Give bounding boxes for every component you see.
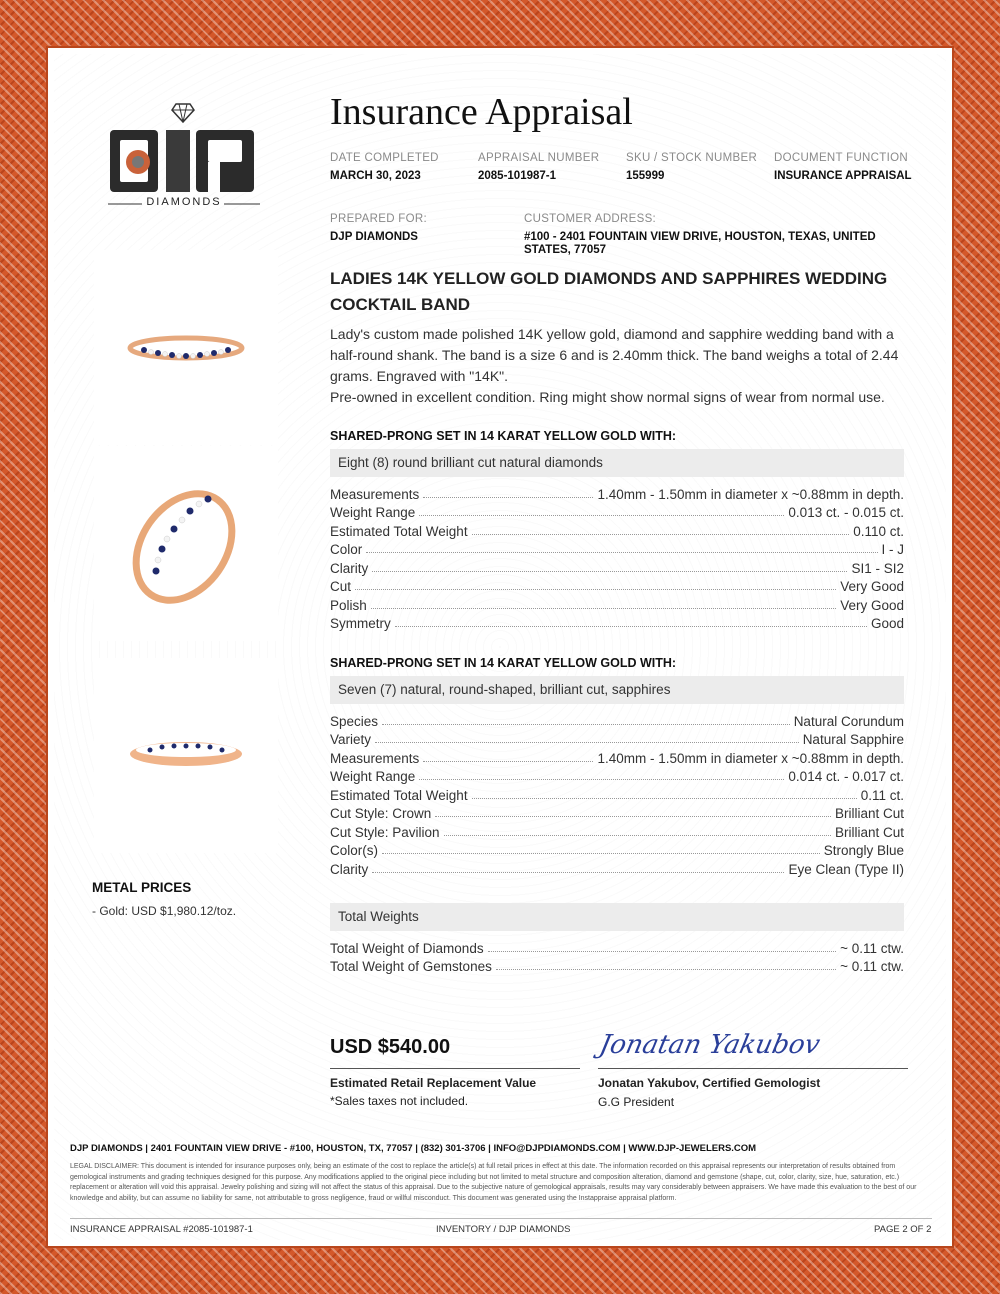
footer-contact: DJP DIAMONDS | 2401 FOUNTAIN VIEW DRIVE - #100, HOUSTON, TX, 77057 | (832) 301-3706 | INFO@DJPDIAMONDS.COM | WWW.DJP-JEWELERS.COM: [70, 1143, 757, 1154]
total-weights: [330, 937, 904, 974]
ring-angled-image: [126, 479, 246, 609]
spec-row: [330, 539, 904, 558]
spec-value: Natural Sapphire: [802, 732, 904, 747]
spec-label: Clarity: [330, 861, 369, 877]
description-text: Lady's custom made polished 14K yellow gold, diamond and sapphire wedding band with a half-round shank. The band is a size 6 and is 2.40mm thick. The band weighs a total of 2.44 grams. Engraved with "14K".: [330, 326, 899, 384]
spec-row: [330, 576, 904, 595]
spec-label: Variety: [330, 732, 372, 747]
spec-label: Species: [330, 713, 379, 729]
dot-leader: [382, 853, 820, 854]
spec-label: Total Weight of Diamonds: [330, 940, 484, 956]
spec-value: Very Good: [840, 597, 904, 613]
spec-row: [330, 747, 904, 766]
appraisal-page: [54, 54, 946, 1240]
gemologist-title: G.G President: [598, 1095, 675, 1109]
footer-appraisal-id: INSURANCE APPRAISAL #2085-101987-1: [70, 1224, 253, 1235]
spec-value: Eye Clean (Type II): [788, 861, 904, 877]
spec-row: [330, 803, 904, 822]
gemologist-name: Jonatan Yakubov, Certified Gemologist: [598, 1076, 821, 1090]
replacement-value-label: Estimated Retail Replacement Value: [330, 1076, 537, 1090]
item-title: LADIES 14K YELLOW GOLD DIAMONDS AND SAPPHIRES WEDDING COCKTAIL BAND: [330, 269, 888, 314]
spec-value: 0.110 ct.: [853, 523, 904, 539]
prepared-for: [330, 213, 427, 243]
dot-leader: [375, 742, 799, 743]
meta-value: INSURANCE APPRAISAL: [774, 170, 912, 182]
spec-value: 0.11 ct.: [860, 787, 904, 803]
prepared-for-label: PREPARED FOR:: [330, 213, 427, 225]
spec-value: Very Good: [840, 579, 904, 594]
spec-label: Measurements: [330, 750, 420, 766]
dot-leader: [371, 608, 836, 609]
spec-row: [330, 520, 904, 539]
meta-value: MARCH 30, 2023: [330, 170, 421, 182]
dot-leader: [395, 626, 867, 627]
spec-value: SI1 - SI2: [851, 560, 904, 576]
footer-page-number: PAGE 2 OF 2: [874, 1224, 932, 1235]
meta-label: DOCUMENT FUNCTION: [774, 152, 908, 164]
spec-label: Cut Style: Pavilion: [330, 824, 440, 840]
spec-row: [330, 937, 904, 956]
ring-photo-middle: [94, 446, 278, 641]
dot-leader: [444, 835, 831, 836]
spec-label: Estimated Total Weight: [330, 523, 468, 539]
meta-sku: [626, 152, 757, 182]
replacement-value: USD $540.00: [330, 1036, 451, 1058]
spec-value: Strongly Blue: [823, 843, 904, 858]
dot-leader: [435, 816, 831, 817]
item-description: [330, 324, 908, 408]
spec-label: Cut: [330, 579, 352, 594]
dot-leader: [355, 589, 836, 590]
meta-value: 155999: [626, 170, 665, 182]
spec-value: ~ 0.11 ctw.: [840, 940, 904, 956]
dot-leader: [472, 534, 850, 535]
spec-label: Polish: [330, 597, 367, 613]
spec-label: Estimated Total Weight: [330, 787, 468, 803]
meta-label: APPRAISAL NUMBER: [478, 152, 600, 164]
dot-leader: [372, 571, 847, 572]
prepared-for-value: DJP DIAMONDS: [330, 231, 418, 243]
section-diamonds-summary: Eight (8) round brilliant cut natural diamonds: [330, 449, 904, 477]
meta-label: SKU / STOCK NUMBER: [626, 152, 758, 164]
customer-address: [524, 213, 904, 257]
spec-label: Measurements: [330, 486, 420, 502]
spec-label: Clarity: [330, 560, 369, 576]
ring-photo-top: [94, 250, 278, 445]
spec-value: Brilliant Cut: [834, 824, 904, 840]
spec-row: [330, 729, 904, 748]
customer-address-value: #100 - 2401 FOUNTAIN VIEW DRIVE, HOUSTON, TEXAS, UNITED STATES, 77057: [524, 231, 876, 256]
diamond-specs: [330, 483, 904, 631]
spec-row: [330, 956, 904, 975]
dot-leader: [472, 798, 857, 799]
dot-leader: [423, 497, 593, 498]
spec-value: 1.40mm - 1.50mm in diameter x ~0.88mm in depth.: [597, 486, 904, 502]
price-underline: [330, 1068, 580, 1069]
spec-label: Weight Range: [330, 505, 416, 520]
spec-label: Symmetry: [330, 616, 391, 631]
spec-row: [330, 821, 904, 840]
meta-label: DATE COMPLETED: [330, 152, 439, 164]
spec-row: [330, 483, 904, 502]
total-weights-heading: Total Weights: [330, 903, 904, 931]
section-diamonds-heading: SHARED-PRONG SET IN 14 KARAT YELLOW GOLD WITH:: [330, 429, 677, 443]
section-sapphires-summary: Seven (7) natural, round-shaped, brilliant cut, sapphires: [330, 676, 904, 704]
dot-leader: [496, 969, 836, 970]
spec-value: Brilliant Cut: [834, 806, 904, 821]
document-title: Insurance Appraisal: [330, 91, 633, 133]
meta-document-function: [774, 152, 912, 182]
spec-value: 1.40mm - 1.50mm in diameter x ~0.88mm in depth.: [597, 750, 904, 766]
section-sapphires-heading: SHARED-PRONG SET IN 14 KARAT YELLOW GOLD WITH:: [330, 656, 677, 670]
spec-row: [330, 766, 904, 785]
spec-row: [330, 858, 904, 877]
metal-price-gold: - Gold: USD $1,980.12/toz.: [92, 904, 237, 918]
spec-label: Weight Range: [330, 769, 416, 784]
dot-leader: [382, 724, 790, 725]
signature-underline: [598, 1068, 908, 1069]
spec-label: Total Weight of Gemstones: [330, 959, 492, 974]
meta-appraisal-number: [478, 152, 599, 182]
spec-value: ~ 0.11 ctw.: [840, 959, 904, 974]
condition-text: Pre-owned in excellent condition. Ring might show normal signs of wear from normal use.: [330, 389, 885, 405]
spec-row: [330, 710, 904, 729]
ring-side-image: [126, 736, 246, 776]
gemologist-signature: Jonatan Yakubov: [596, 1030, 823, 1060]
spec-row: [330, 502, 904, 521]
dot-leader: [366, 552, 877, 553]
sales-tax-note: *Sales taxes not included.: [330, 1094, 469, 1108]
footer-divider: [70, 1218, 932, 1219]
spec-value: 0.013 ct. - 0.015 ct.: [788, 505, 904, 520]
spec-value: Good: [870, 616, 904, 631]
spec-label: Color(s): [330, 843, 379, 858]
dot-leader: [372, 872, 784, 873]
dot-leader: [423, 761, 593, 762]
spec-row: [330, 557, 904, 576]
spec-value: 0.014 ct. - 0.017 ct.: [788, 769, 904, 784]
dot-leader: [488, 951, 837, 952]
sapphire-specs: [330, 710, 904, 877]
spec-value: I - J: [881, 542, 904, 557]
spec-label: Cut Style: Crown: [330, 806, 432, 821]
spec-label: Color: [330, 542, 363, 557]
ring-top-image: [126, 328, 246, 368]
spec-row: [330, 840, 904, 859]
legal-disclaimer: LEGAL DISCLAIMER: This document is intended for insurance purposes only, being an estimate of the cost to replace the article(s) at full retail prices in effect at this date. The information recorded on this appraisal represents our interpretation of results obtained from gemological instruments and grading techniques designed for this purpose. Any modifications applied to the original piece including but not limited to metal structure and composition alteration, diamond and gemstone (shape, cut, color, clarity, size, hue, saturation, etc.) replacement or alteration will void this appraisal. Jewelry polishing and sizing will not affect the status of this appraisal. Due to the subjective nature of gemological appraisals, results may vary considerably between appraisers. We have made this evaluation to the best of our knowledge and ability, but can assume no liability for same, not attributable to gross negligence, fraud or willful misconduct. This document was generated using the Instappraise appraisal platform.: [70, 1163, 917, 1202]
spec-row: [330, 613, 904, 632]
metal-prices-heading: METAL PRICES: [92, 880, 192, 895]
meta-value: 2085-101987-1: [478, 170, 557, 182]
dot-leader: [419, 515, 784, 516]
spec-value: Natural Corundum: [793, 713, 904, 729]
customer-address-label: CUSTOMER ADDRESS:: [524, 213, 657, 225]
ring-photo-bottom: [94, 658, 278, 853]
footer-inventory: INVENTORY / DJP DIAMONDS: [436, 1224, 571, 1235]
djp-logo: [100, 100, 266, 218]
spec-row: [330, 594, 904, 613]
spec-row: [330, 784, 904, 803]
logo-subtext: DIAMONDS: [146, 196, 222, 208]
dot-leader: [419, 779, 784, 780]
meta-date: [330, 152, 439, 182]
